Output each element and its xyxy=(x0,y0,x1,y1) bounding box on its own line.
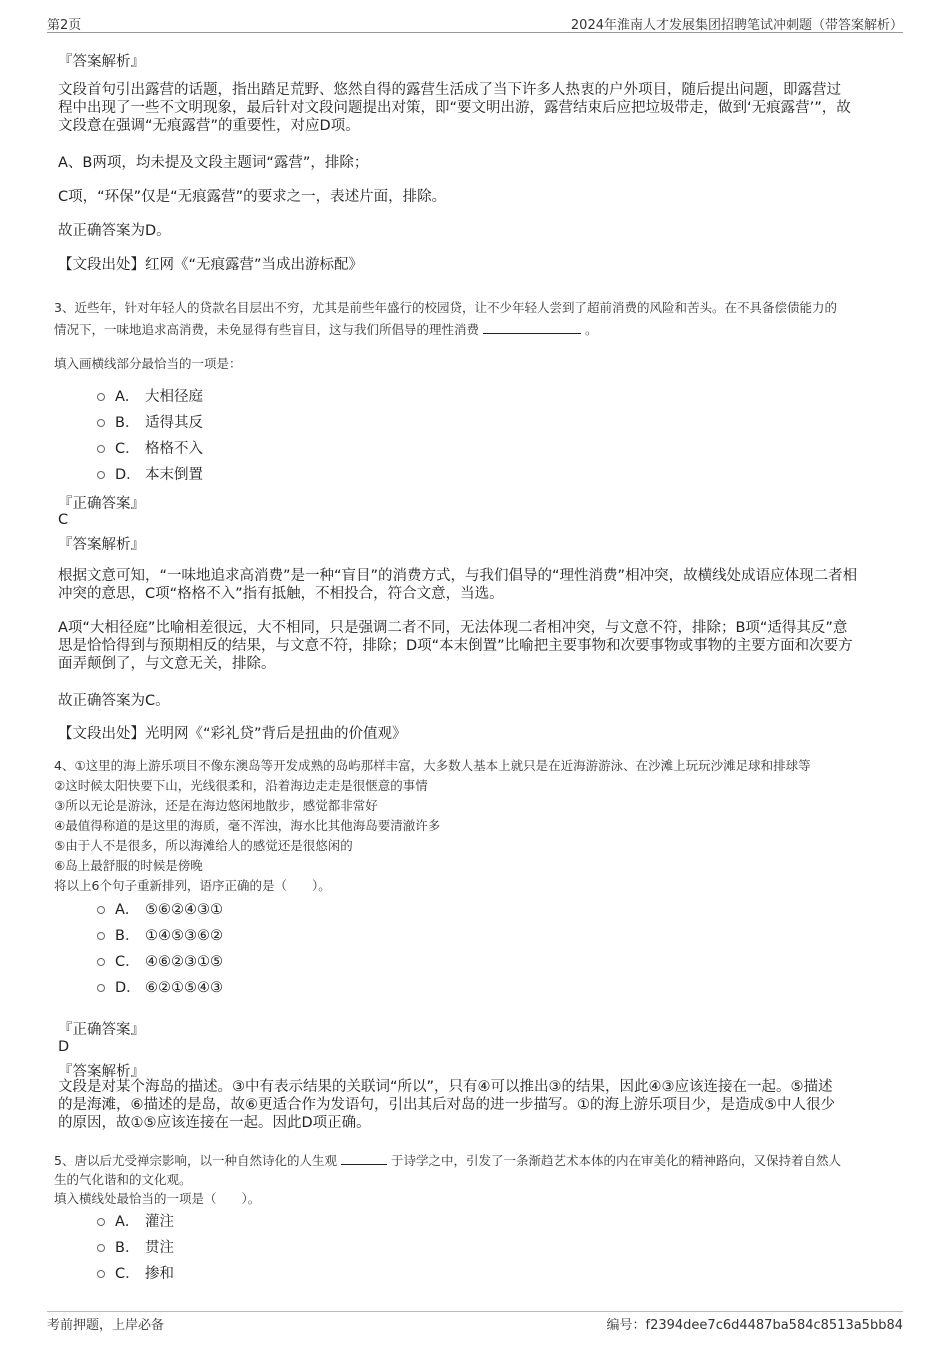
q5-stem-text: 于诗学之中，引发了一条渐趋艺术本体的内在审美化的精神路向，又保持着自然人 xyxy=(390,1153,841,1168)
q4-correct-heading: 『正确答案』 xyxy=(58,1022,145,1038)
q4-sentence: ②这时候太阳快要下山，光线很柔和，沿着海边走走是很惬意的事情 xyxy=(54,778,428,793)
q4-analysis-text xyxy=(58,1078,835,1132)
q4-sentence: ⑤由于人不是很多，所以海滩给人的感觉还是很悠闲的 xyxy=(54,838,353,853)
q5-instruction: 填入横线处最恰当的一项是（ ）。 xyxy=(54,1191,261,1206)
option-letter: C． xyxy=(115,954,140,970)
radio-icon[interactable] xyxy=(97,419,105,427)
radio-icon[interactable] xyxy=(97,984,105,992)
q4-analysis-heading: 『答案解析』 xyxy=(58,1064,145,1080)
option-text: 灌注 xyxy=(145,1214,174,1230)
q3-analysis-line: 根据文意可知，“一味地追求高消费”是一种“盲目”的消费方式，与我们倡导的“理性消费”相冲突，故横线处成语应体现二者相 xyxy=(58,568,858,584)
q5-stem-line xyxy=(54,1150,841,1169)
q2-analysis-text xyxy=(58,81,851,135)
option-letter: A． xyxy=(115,1214,140,1230)
option-text: ④⑥②③①⑤ xyxy=(145,954,223,970)
q3-blank xyxy=(483,319,581,334)
q4-instruction: 将以上6个句子重新排列，语序正确的是（ ）。 xyxy=(54,878,331,893)
option-text: 本末倒置 xyxy=(145,467,203,483)
q2-source-line: 【文段出处】红网《“无痕露营”当成出游标配》 xyxy=(58,257,364,273)
page-number: 第2页 xyxy=(47,18,82,33)
q3-correct-answer: C xyxy=(58,512,69,528)
radio-icon[interactable] xyxy=(97,471,105,479)
q4-analysis-line: 的原因，故①⑤应该连接在一起。因此D项正确。 xyxy=(58,1115,371,1131)
q5-stem-line: 生的气化谐和的文化观。 xyxy=(54,1172,192,1187)
radio-icon[interactable] xyxy=(97,958,105,966)
option-text: ⑤⑥②④③① xyxy=(145,902,223,918)
q2-ab-explanation: A、B两项，均未提及文段主题词“露营”，排除； xyxy=(58,155,369,171)
footer-slogan: 考前押题，上岸必备 xyxy=(47,1318,165,1333)
q2-analysis-heading: 『答案解析』 xyxy=(58,54,145,70)
option-letter: B． xyxy=(115,1240,140,1256)
option-letter: A． xyxy=(115,389,140,405)
q3-stem-text: 情况下，一味地追求高消费，未免显得有些盲目，这与我们所倡导的理性消费 xyxy=(54,322,480,337)
q3-ab-explanation xyxy=(58,619,853,673)
option-text: 贯注 xyxy=(145,1240,174,1256)
radio-icon[interactable] xyxy=(97,1244,105,1252)
q3-ab-line: 思是恰恰得到与预期相反的结果，与文意不符，排除；D项“本末倒置”比喻把主要事物和次要事物或事物的主要方面和次要方 xyxy=(58,638,853,654)
q4-sentence: 4、①这里的海上游乐项目不像东澳岛等开发成熟的岛屿那样丰富，大多数人基本上就只是在近海游游泳、在沙滩上玩玩沙滩足球和排球等 xyxy=(54,758,811,773)
q3-stem-line: 3、近些年，针对年轻人的贷款名目层出不穷，尤其是前些年盛行的校园贷，让不少年轻人尝到了超前消费的风险和苦头。在不具备偿债能力的 xyxy=(54,300,837,315)
option-letter: C． xyxy=(115,1266,140,1282)
q3-analysis-heading: 『答案解析』 xyxy=(58,537,145,553)
q4-sentence: ③所以无论是游泳，还是在海边悠闲地散步，感觉都非常好 xyxy=(54,798,378,813)
option-letter: C． xyxy=(115,441,140,457)
q2-analysis-line: 文段意在强调“无痕露营”的重要性，对应D项。 xyxy=(58,118,360,134)
q3-ab-line: 面弄颠倒了，与文意无关，排除。 xyxy=(58,656,276,672)
q3-analysis-text xyxy=(58,567,857,603)
q3-stem-line xyxy=(54,319,598,338)
option-text: 适得其反 xyxy=(145,415,203,431)
footer-code-value: f2394dee7c6d4487ba584c8513a5bb84 xyxy=(645,1318,903,1333)
q5-blank xyxy=(341,1150,387,1165)
q5-stem-text: 5、唐以后尤受禅宗影响，以一种自然诗化的人生观 xyxy=(54,1153,337,1168)
option-text: ⑥②①⑤④③ xyxy=(145,980,223,996)
option-letter: D． xyxy=(115,467,141,483)
option-text: ①④⑤③⑥② xyxy=(145,928,223,944)
radio-icon[interactable] xyxy=(97,906,105,914)
q2-answer-line: 故正确答案为D。 xyxy=(58,223,171,239)
header-divider xyxy=(47,32,903,33)
q4-sentence: ⑥岛上最舒服的时候是傍晚 xyxy=(54,858,203,873)
radio-icon[interactable] xyxy=(97,393,105,401)
q2-analysis-line: 文段首句引出露营的话题，指出踏足荒野、悠然自得的露营生活成了当下许多人热衷的户外项目，随后提出问题，即露营过 xyxy=(58,82,841,98)
radio-icon[interactable] xyxy=(97,1218,105,1226)
option-letter: D． xyxy=(115,980,141,996)
q4-analysis-line: 文段是对某个海岛的描述。③中有表示结果的关联词“所以”，只有④可以推出③的结果，因此④③应该连接在一起。⑤描述 xyxy=(58,1079,833,1095)
q3-answer-line: 故正确答案为C。 xyxy=(58,693,170,709)
footer-code-label: 编号： xyxy=(606,1318,646,1333)
footer-divider xyxy=(47,1311,903,1312)
q3-analysis-line: 冲突的意思，C项“格格不入”指有抵触，不相投合，符合文意，当选。 xyxy=(58,586,504,602)
option-letter: A． xyxy=(115,902,140,918)
q3-correct-heading: 『正确答案』 xyxy=(58,496,145,512)
radio-icon[interactable] xyxy=(97,932,105,940)
q3-source-line: 【文段出处】光明网《“彩礼贷”背后是扭曲的价值观》 xyxy=(58,726,407,742)
q3-stem-end: 。 xyxy=(584,322,598,337)
option-text: 掺和 xyxy=(145,1266,174,1282)
q4-correct-answer: D xyxy=(58,1039,70,1055)
q3-instruction: 填入画横线部分最恰当的一项是： xyxy=(54,356,242,371)
q4-analysis-line: 的是海滩，⑥描述的是岛，故⑥更适合作为发语句，引出其后对岛的进一步描写。①的海上游乐项目少，是造成⑤中人很少 xyxy=(58,1097,835,1113)
option-letter: B． xyxy=(115,415,140,431)
option-text: 格格不入 xyxy=(145,441,203,457)
document-title: 2024年淮南人才发展集团招聘笔试冲刺题（带答案解析） xyxy=(570,18,903,33)
q3-ab-line: A项“大相径庭”比喻相差很远，大不相同，只是强调二者不同，无法体现二者相冲突，与文意不符，排除；B项“适得其反”意 xyxy=(58,620,848,636)
footer-code xyxy=(607,1314,904,1333)
q2-analysis-line: 程中出现了一些不文明现象，最后针对文段问题提出对策，即“要文明出游，露营结束后应把垃圾带走，做到‘无痕露营’”，故 xyxy=(58,100,851,116)
radio-icon[interactable] xyxy=(97,1270,105,1278)
option-letter: B． xyxy=(115,928,140,944)
radio-icon[interactable] xyxy=(97,445,105,453)
q4-sentence: ④最值得称道的是这里的海质，毫不浑浊，海水比其他海岛要清澈许多 xyxy=(54,818,441,833)
q4-sentences xyxy=(54,756,811,896)
q2-c-explanation: C项，“环保”仅是“无痕露营”的要求之一，表述片面，排除。 xyxy=(58,189,447,205)
option-text: 大相径庭 xyxy=(145,389,203,405)
